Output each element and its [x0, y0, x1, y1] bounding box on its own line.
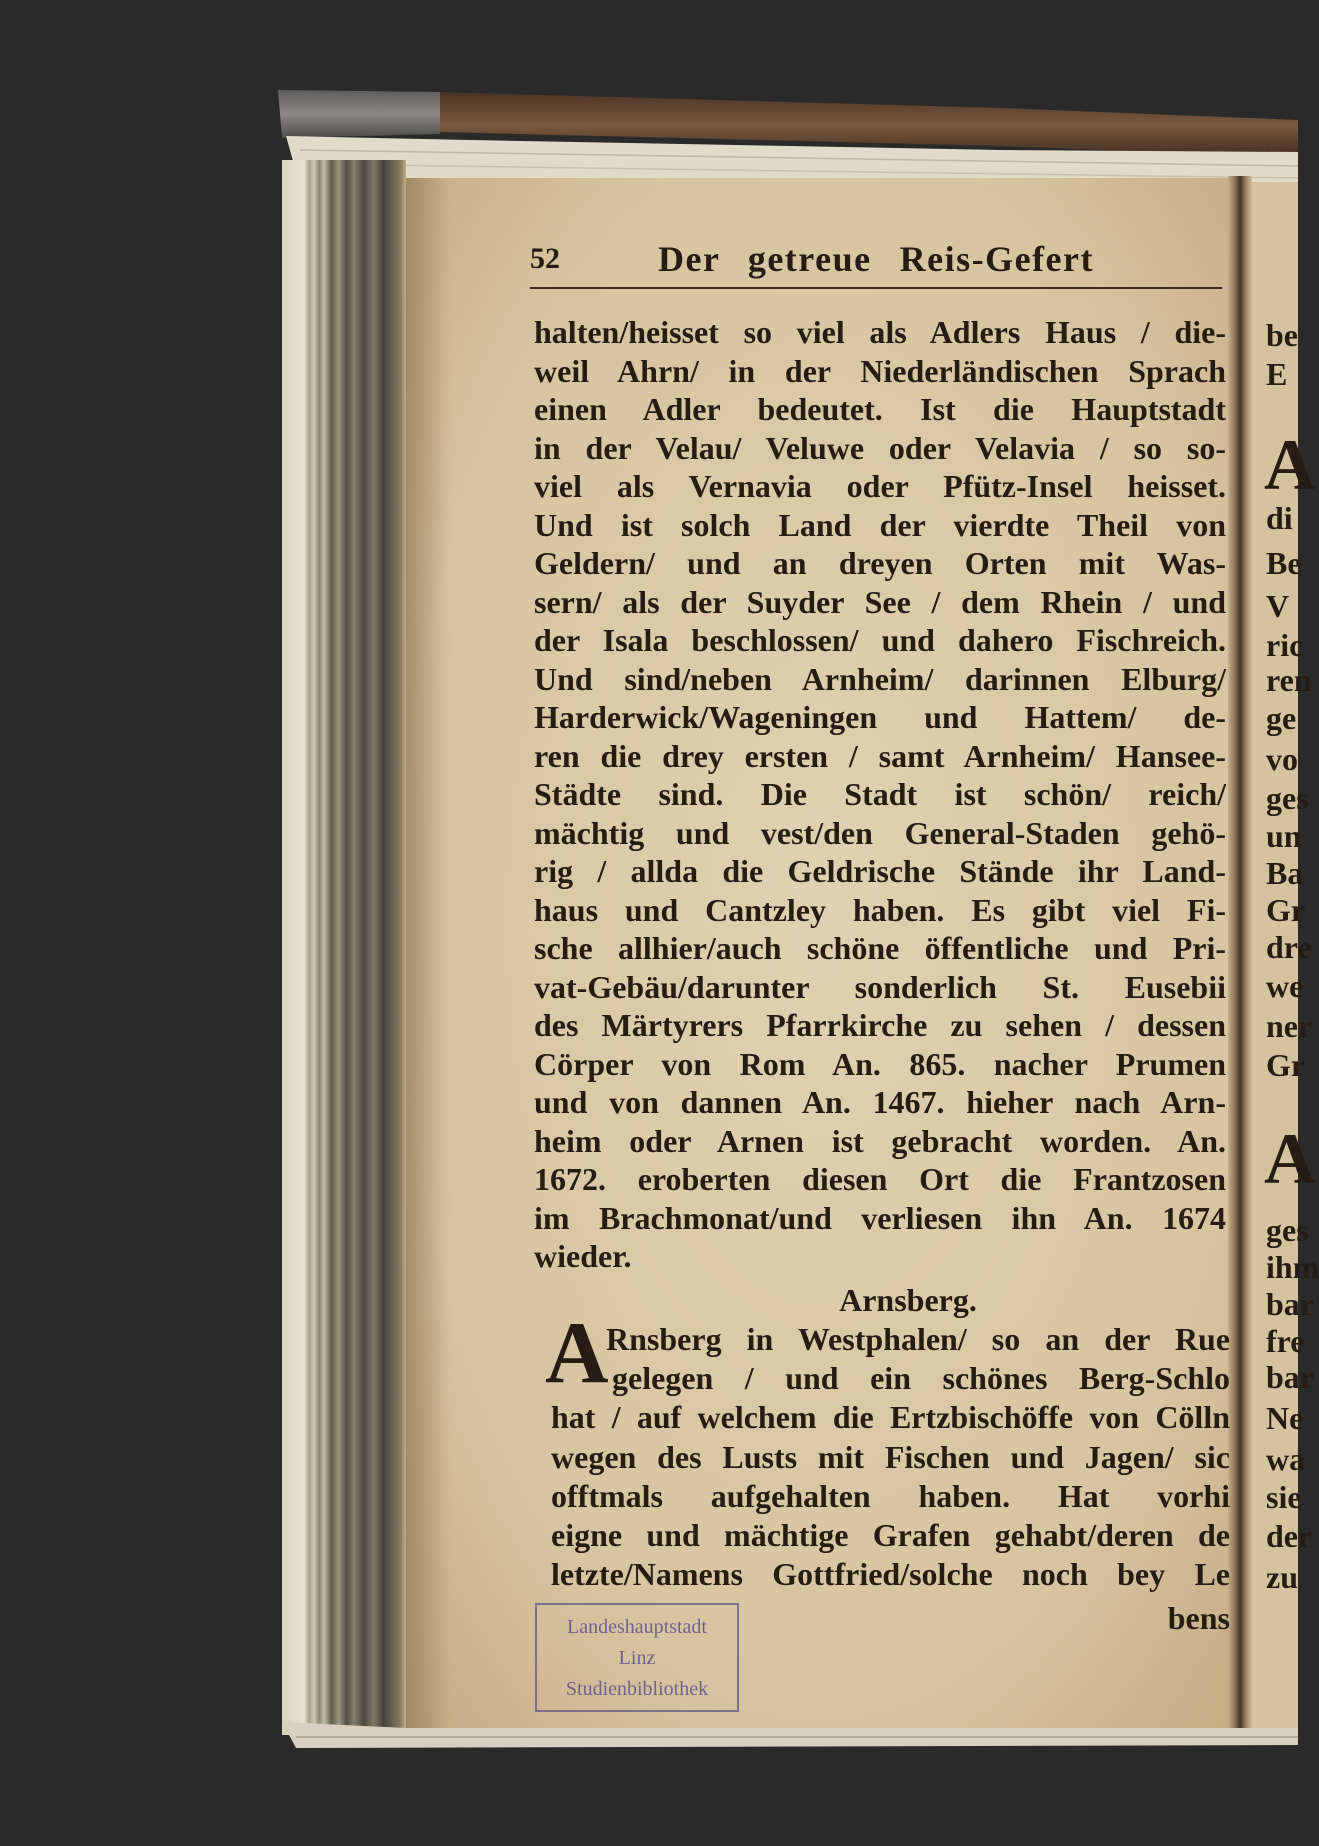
- section-text: [551, 1320, 1230, 1594]
- catchword: bens: [1167, 1600, 1230, 1636]
- text-line: im Brachmonat/und verliesen ihn An. 1674: [534, 1199, 1226, 1236]
- facing-page-line-fragment: ren: [1266, 662, 1312, 698]
- text-line: heim oder Arnen ist gebracht worden. An.: [534, 1122, 1226, 1159]
- text-line: einen Adler bedeutet. Ist die Hauptstadt: [534, 391, 1226, 427]
- body-text: [534, 313, 1226, 1276]
- facing-page-text: [1262, 0, 1319, 1846]
- text-line: Und sind/neben Arnheim/ darinnen Elburg/: [534, 660, 1226, 697]
- stamp-line: Linz: [618, 1646, 656, 1669]
- facing-page-line-fragment: zu: [1266, 1559, 1298, 1595]
- section-heading: Arnsberg.: [839, 1282, 977, 1318]
- text-line: Harderwick/Wageningen und Hattem/ de-: [534, 699, 1226, 735]
- facing-page-drop-cap: A: [1264, 1119, 1316, 1199]
- facing-page-line-fragment: vo: [1266, 741, 1298, 777]
- page-stack-fore-edge: [282, 160, 406, 1735]
- facing-page-line-fragment: dre: [1266, 929, 1312, 965]
- text-line: vat-Gebäu/darunter sonderlich St. Eusebii: [534, 968, 1226, 1005]
- facing-page-line-fragment: ner: [1266, 1008, 1313, 1044]
- text-line: wegen des Lusts mit Fischen und Jagen/ sic: [551, 1438, 1230, 1475]
- text-line: in der Velau/ Veluwe oder Velavia / so so-: [534, 429, 1226, 466]
- header-rule: [530, 287, 1222, 289]
- text-line: Städte sind. Die Stadt ist schön/ reich/: [534, 776, 1226, 812]
- text-line: haus und Cantzley haben. Es gibt viel Fi-: [534, 891, 1226, 928]
- facing-page-line-fragment: Gr: [1266, 892, 1306, 928]
- text-line: 1672. eroberten diesen Ort die Frantzosen: [534, 1161, 1226, 1197]
- metal-clasp: [278, 90, 440, 138]
- text-line: sche allhier/auch schöne öffentliche und Pri-: [534, 930, 1226, 966]
- running-title: Der getreue Reis-Gefert: [658, 239, 1094, 279]
- page-number: 52: [530, 242, 560, 275]
- facing-page-line-fragment: V: [1266, 588, 1290, 624]
- facing-page-line-fragment: bar: [1266, 1359, 1314, 1395]
- stamp-line: Studienbibliothek: [565, 1677, 709, 1700]
- text-line: offtmals aufgehalten haben. Hat vorhi: [551, 1477, 1230, 1514]
- facing-page-line-fragment: ges: [1266, 780, 1309, 816]
- text-line: ren die drey ersten / samt Arnheim/ Hansee-: [534, 737, 1226, 774]
- text-line: weil Ahrn/ in der Niederländischen Sprach: [534, 352, 1226, 389]
- text-line: der Isala beschlossen/ und dahero Fischreich.: [534, 622, 1226, 658]
- facing-page-line-fragment: ges: [1266, 1212, 1309, 1248]
- text-line: Cörper von Rom An. 865. nacher Prumen: [534, 1045, 1226, 1082]
- facing-page-line-fragment: wa: [1266, 1441, 1306, 1477]
- text-line: Geldern/ und an dreyen Orten mit Was-: [534, 545, 1226, 581]
- text-line: mächtig und vest/den General-Staden gehö-: [534, 814, 1226, 851]
- library-stamp: [535, 1603, 739, 1712]
- drop-cap: A: [545, 1305, 609, 1402]
- facing-page-line-fragment: Ba: [1266, 855, 1304, 891]
- facing-page-line-fragment: fre: [1266, 1323, 1305, 1359]
- text-line: Rnsberg in Westphalen/ so an der Rue: [606, 1321, 1230, 1357]
- text-line: Und ist solch Land der vierdte Theil von: [534, 506, 1226, 543]
- facing-page-line-fragment: we: [1266, 968, 1304, 1004]
- text-line: und von dannen An. 1467. hieher nach Arn-: [534, 1084, 1226, 1120]
- facing-page-line-fragment: der: [1266, 1518, 1313, 1554]
- gutter-shadow: [1228, 176, 1252, 1732]
- facing-page-line-fragment: ric: [1266, 627, 1304, 663]
- facing-page-line-fragment: ge: [1266, 700, 1297, 736]
- facing-page-line-fragment: Gr: [1266, 1047, 1306, 1083]
- facing-page-line-fragment: Be: [1266, 545, 1302, 581]
- text-line: wieder.: [534, 1238, 632, 1274]
- facing-page-line-fragment: un: [1266, 818, 1302, 854]
- facing-page-line-fragment: be: [1266, 317, 1298, 353]
- text-line: eigne und mächtige Grafen gehabt/deren de: [551, 1516, 1230, 1553]
- facing-page-line-fragment: E: [1266, 356, 1288, 392]
- facing-page-line-fragment: di: [1266, 500, 1293, 536]
- text-line: halten/heisset so viel als Adlers Haus / die-: [534, 314, 1226, 350]
- text-line: hat / auf welchem die Ertzbischöffe von Cölln: [551, 1399, 1230, 1436]
- text-line: letzte/Namens Gottfried/solche noch bey Le: [551, 1556, 1230, 1593]
- facing-page-drop-cap: A: [1264, 425, 1316, 505]
- text-line: viel als Vernavia oder Pfütz-Insel heisset.: [534, 468, 1226, 504]
- facing-page-line-fragment: sie: [1266, 1479, 1302, 1515]
- text-line: rig / allda die Geldrische Stände ihr Land-: [534, 853, 1226, 889]
- stamp-line: Landeshauptstadt: [567, 1615, 707, 1638]
- text-line: des Märtyrers Pfarrkirche zu sehen / dessen: [534, 1007, 1226, 1043]
- page-left-shade: [406, 178, 450, 1730]
- text-line: gelegen / und ein schönes Berg-Schlo: [612, 1360, 1230, 1397]
- facing-page-line-fragment: bar: [1266, 1286, 1314, 1322]
- facing-page-line-fragment: ihm: [1266, 1249, 1319, 1285]
- text-line: sern/ als der Suyder See / dem Rhein / und: [534, 583, 1226, 620]
- facing-page-line-fragment: Ne: [1266, 1400, 1304, 1436]
